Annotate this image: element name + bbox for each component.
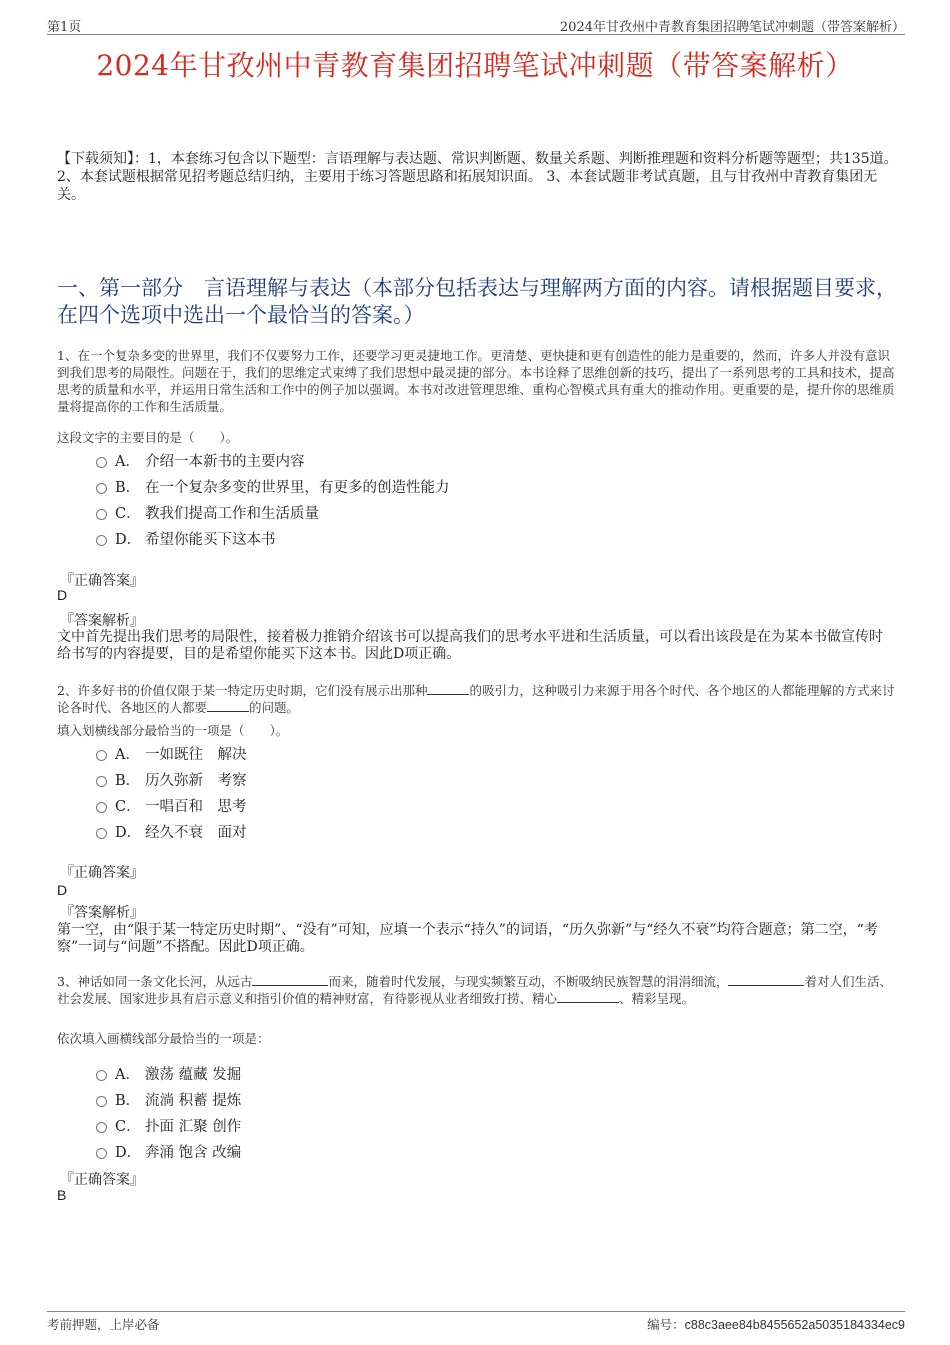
option-letter: A． — [115, 454, 140, 470]
question-2-option-c[interactable] — [96, 795, 247, 816]
fill-blank — [557, 990, 619, 1003]
option-letter: B． — [115, 480, 141, 496]
radio-icon[interactable] — [96, 457, 107, 468]
question-1-answer: D — [57, 587, 68, 603]
option-text: 一如既往 解决 — [145, 747, 247, 763]
stem-text: 而来，随着时代发展，与现实频繁互动，不断吸纳民族智慧的涓涓细流， — [328, 974, 729, 989]
question-3-answer-label: 『正确答案』 — [60, 1172, 144, 1188]
option-letter: B． — [115, 1093, 141, 1109]
radio-icon[interactable] — [96, 535, 107, 546]
question-1-answer-label: 『正确答案』 — [60, 573, 144, 589]
option-letter: C． — [115, 1119, 141, 1135]
option-letter: C． — [115, 506, 141, 522]
fill-blank — [427, 682, 469, 695]
footer-code — [647, 1315, 905, 1333]
question-2-option-a[interactable] — [96, 743, 247, 764]
page-header — [47, 14, 905, 35]
question-2-prompt: 填入划横线部分最恰当的一项是（ ）。 — [57, 723, 289, 738]
question-2-analysis: 第一空，由“限于某一特定历史时期”、“没有”可知，应填一个表示“持久”的词语，“历久弥新”与“经久不衰”均符合题意；第二空，“考察”一词与“问题”不搭配。因此D项正确。 — [57, 922, 878, 955]
fill-blank — [728, 973, 804, 986]
stem-text: 2、许多好书的价值仅限于某一特定历史时期，它们没有展示出那种 — [57, 683, 428, 698]
question-1-option-d[interactable] — [96, 528, 276, 549]
option-letter: D． — [115, 532, 142, 548]
question-1-option-b[interactable] — [96, 476, 450, 497]
page-number: 第1页 — [47, 20, 82, 35]
question-3-option-b[interactable] — [96, 1089, 241, 1110]
option-text: 一唱百和 思考 — [145, 799, 247, 815]
option-text: 奔涌 饱含 改编 — [145, 1145, 242, 1161]
stem-text: 的问题。 — [249, 700, 300, 715]
option-letter: D． — [115, 825, 142, 841]
option-text: 介绍一本新书的主要内容 — [145, 454, 305, 470]
question-2-answer: D — [57, 882, 68, 898]
question-1-prompt: 这段文字的主要目的是（ ）。 — [57, 430, 239, 445]
header-doc-title: 2024年甘孜州中青教育集团招聘笔试冲刺题（带答案解析） — [559, 20, 905, 35]
option-text: 历久弥新 考察 — [145, 773, 247, 789]
option-text: 希望你能买下这本书 — [145, 532, 276, 548]
fill-blank — [207, 699, 249, 712]
radio-icon[interactable] — [96, 1122, 107, 1133]
question-3-option-d[interactable] — [96, 1141, 241, 1162]
question-2-option-b[interactable] — [96, 769, 247, 790]
question-2-answer-label: 『正确答案』 — [60, 865, 144, 881]
option-text: 在一个复杂多变的世界里，有更多的创造性能力 — [145, 480, 450, 496]
radio-icon[interactable] — [96, 802, 107, 813]
footer-code-label: 编号： — [647, 1317, 685, 1332]
question-2-stem — [57, 682, 902, 716]
question-1-stem: 1、在一个复杂多变的世界里，我们不仅要努力工作，还要学习更灵捷地工作。更清楚、更快捷和更有创造性的能力是重要的，然而，许多人并没有意识到我们思考的局限性。问题在于，我们的思维定式束缚了我们思想中最灵捷的部分。本书诠释了思维创新的技巧，提出了一系列思考的工具和技术，提高思考的质量和水平，并运用日常生活和工作中的例子加以强调。本书对改进管理思维、重构心智模式具有重大的推动作用。更重要的是，提升你的思维质量将提高你的工作和生活质量。 — [57, 348, 895, 414]
option-letter: C． — [115, 799, 141, 815]
option-text: 经久不衰 面对 — [145, 825, 247, 841]
option-text: 流淌 积蓄 提炼 — [145, 1093, 242, 1109]
option-letter: D． — [115, 1145, 142, 1161]
question-3-option-a[interactable] — [96, 1063, 241, 1084]
page-title: 2024年甘孜州中青教育集团招聘笔试冲刺题（带答案解析） — [96, 49, 854, 82]
option-text: 激荡 蕴藏 发掘 — [145, 1067, 242, 1083]
question-2-analysis-label: 『答案解析』 — [60, 905, 144, 921]
stem-text: 着对人们生活、社会发展、国家进步具有启示意义和指引价值的精神财富，有待影视从业者细致打捞、精心 — [57, 974, 892, 1006]
question-3-stem — [57, 973, 902, 1007]
fill-blank — [252, 973, 328, 986]
radio-icon[interactable] — [96, 483, 107, 494]
option-letter: A． — [115, 747, 140, 763]
download-notice: 【下载须知】：1，本套练习包含以下题型：言语理解与表达题、常识判断题、数量关系题、判断推理题和资料分析题等题型；共135道。 2、本套试题根据常见招考题总结归纳，主要用于练习答题思路和拓展知识面。 3、本套试题非考试真题，且与甘孜州中青教育集团无关。 — [57, 151, 898, 203]
stem-text: 、精彩呈现。 — [619, 991, 695, 1006]
radio-icon[interactable] — [96, 509, 107, 520]
option-letter: A． — [115, 1067, 140, 1083]
question-2-option-d[interactable] — [96, 821, 247, 842]
radio-icon[interactable] — [96, 1148, 107, 1159]
radio-icon[interactable] — [96, 750, 107, 761]
question-1-option-a[interactable] — [96, 450, 305, 471]
stem-text: 的吸引力，这种吸引力来源于用各个时代、各个地区的人都能理解的方式来讨论各时代、各地区的人都要 — [57, 683, 895, 715]
question-1-option-c[interactable] — [96, 502, 319, 523]
question-1-analysis-label: 『答案解析』 — [60, 613, 144, 629]
radio-icon[interactable] — [96, 828, 107, 839]
question-3-prompt: 依次填入画横线部分最恰当的一项是： — [57, 1031, 270, 1046]
question-1-analysis: 文中首先提出我们思考的局限性，接着极力推销介绍该书可以提高我们的思考水平进和生活质量，可以看出该段是在为某本书做宣传时给书写的内容提要，目的是希望你能买下这本书。因此D项正确。 — [57, 629, 883, 662]
radio-icon[interactable] — [96, 776, 107, 787]
page-footer — [47, 1311, 905, 1334]
question-3-option-c[interactable] — [96, 1115, 241, 1136]
radio-icon[interactable] — [96, 1096, 107, 1107]
option-text: 扑面 汇聚 创作 — [145, 1119, 242, 1135]
section-heading: 一、第一部分 言语理解与表达（本部分包括表达与理解两方面的内容。请根据题目要求，在四个选项中选出一个最恰当的答案。） — [57, 276, 897, 327]
radio-icon[interactable] — [96, 1070, 107, 1081]
stem-text: 3、神话如同一条文化长河，从远古 — [57, 974, 253, 989]
question-3-answer: B — [57, 1187, 67, 1203]
option-text: 教我们提高工作和生活质量 — [145, 506, 319, 522]
option-letter: B． — [115, 773, 141, 789]
footer-code-value: c88c3aee84b8455652a5035184334ec9 — [684, 1318, 905, 1332]
footer-slogan: 考前押题，上岸必备 — [47, 1317, 160, 1332]
